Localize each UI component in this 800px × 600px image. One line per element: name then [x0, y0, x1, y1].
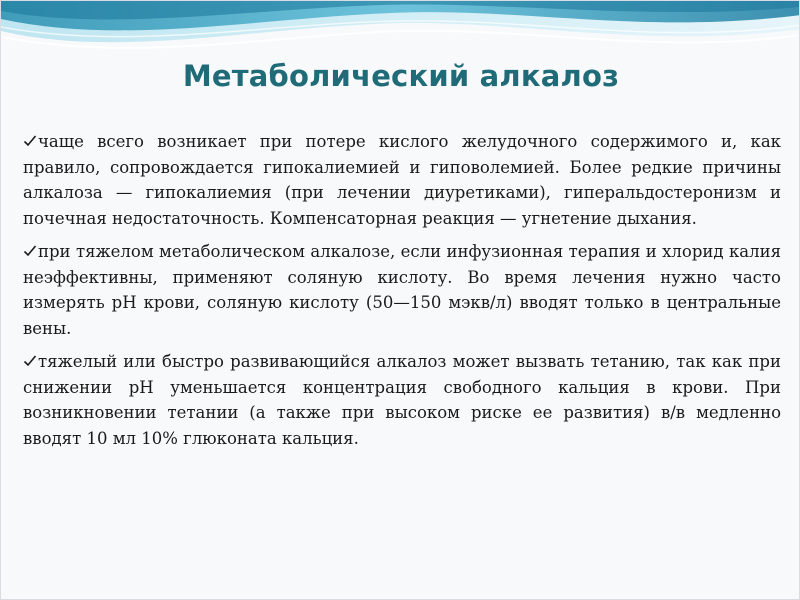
- bullet-item: [23, 239, 781, 341]
- checkmark-icon: [23, 134, 37, 148]
- bullet-text: чаще всего возникает при потере кислого желудочного содержимого и, как правило, сопровождается гипокалиемией и гиповолемией. Более редкие причины алкалоза — гипокалиемия (при лечении диуретиками), гиперальдостеронизм и почечная недостаточность. Компенсаторная реакция — угнетение дыхания.: [23, 132, 781, 228]
- bullet-text: тяжелый или быстро развивающийся алкалоз может вызвать тетанию, так как при снижении pH уменьшается концентрация свободного кальция в крови. При возникновении тетании (а также при высоком риске ее развития) в/в медленно вводят 10 мл 10% глюконата кальция.: [23, 352, 781, 448]
- checkmark-icon: [23, 244, 37, 258]
- bullet-text: при тяжелом метаболическом алкалозе, если инфузионная терапия и хлорид калия неэффективны, применяют соляную кислоту. Во время лечения нужно часто измерять pH крови, соляную кислоту (50—150 мэкв/л) вводят только в центральные вены.: [23, 242, 781, 338]
- checkmark-icon: [23, 354, 37, 368]
- bullet-list: [23, 129, 781, 459]
- bullet-item: [23, 129, 781, 231]
- slide-title: Метаболический алкалоз: [182, 59, 620, 93]
- bullet-item: [23, 349, 781, 451]
